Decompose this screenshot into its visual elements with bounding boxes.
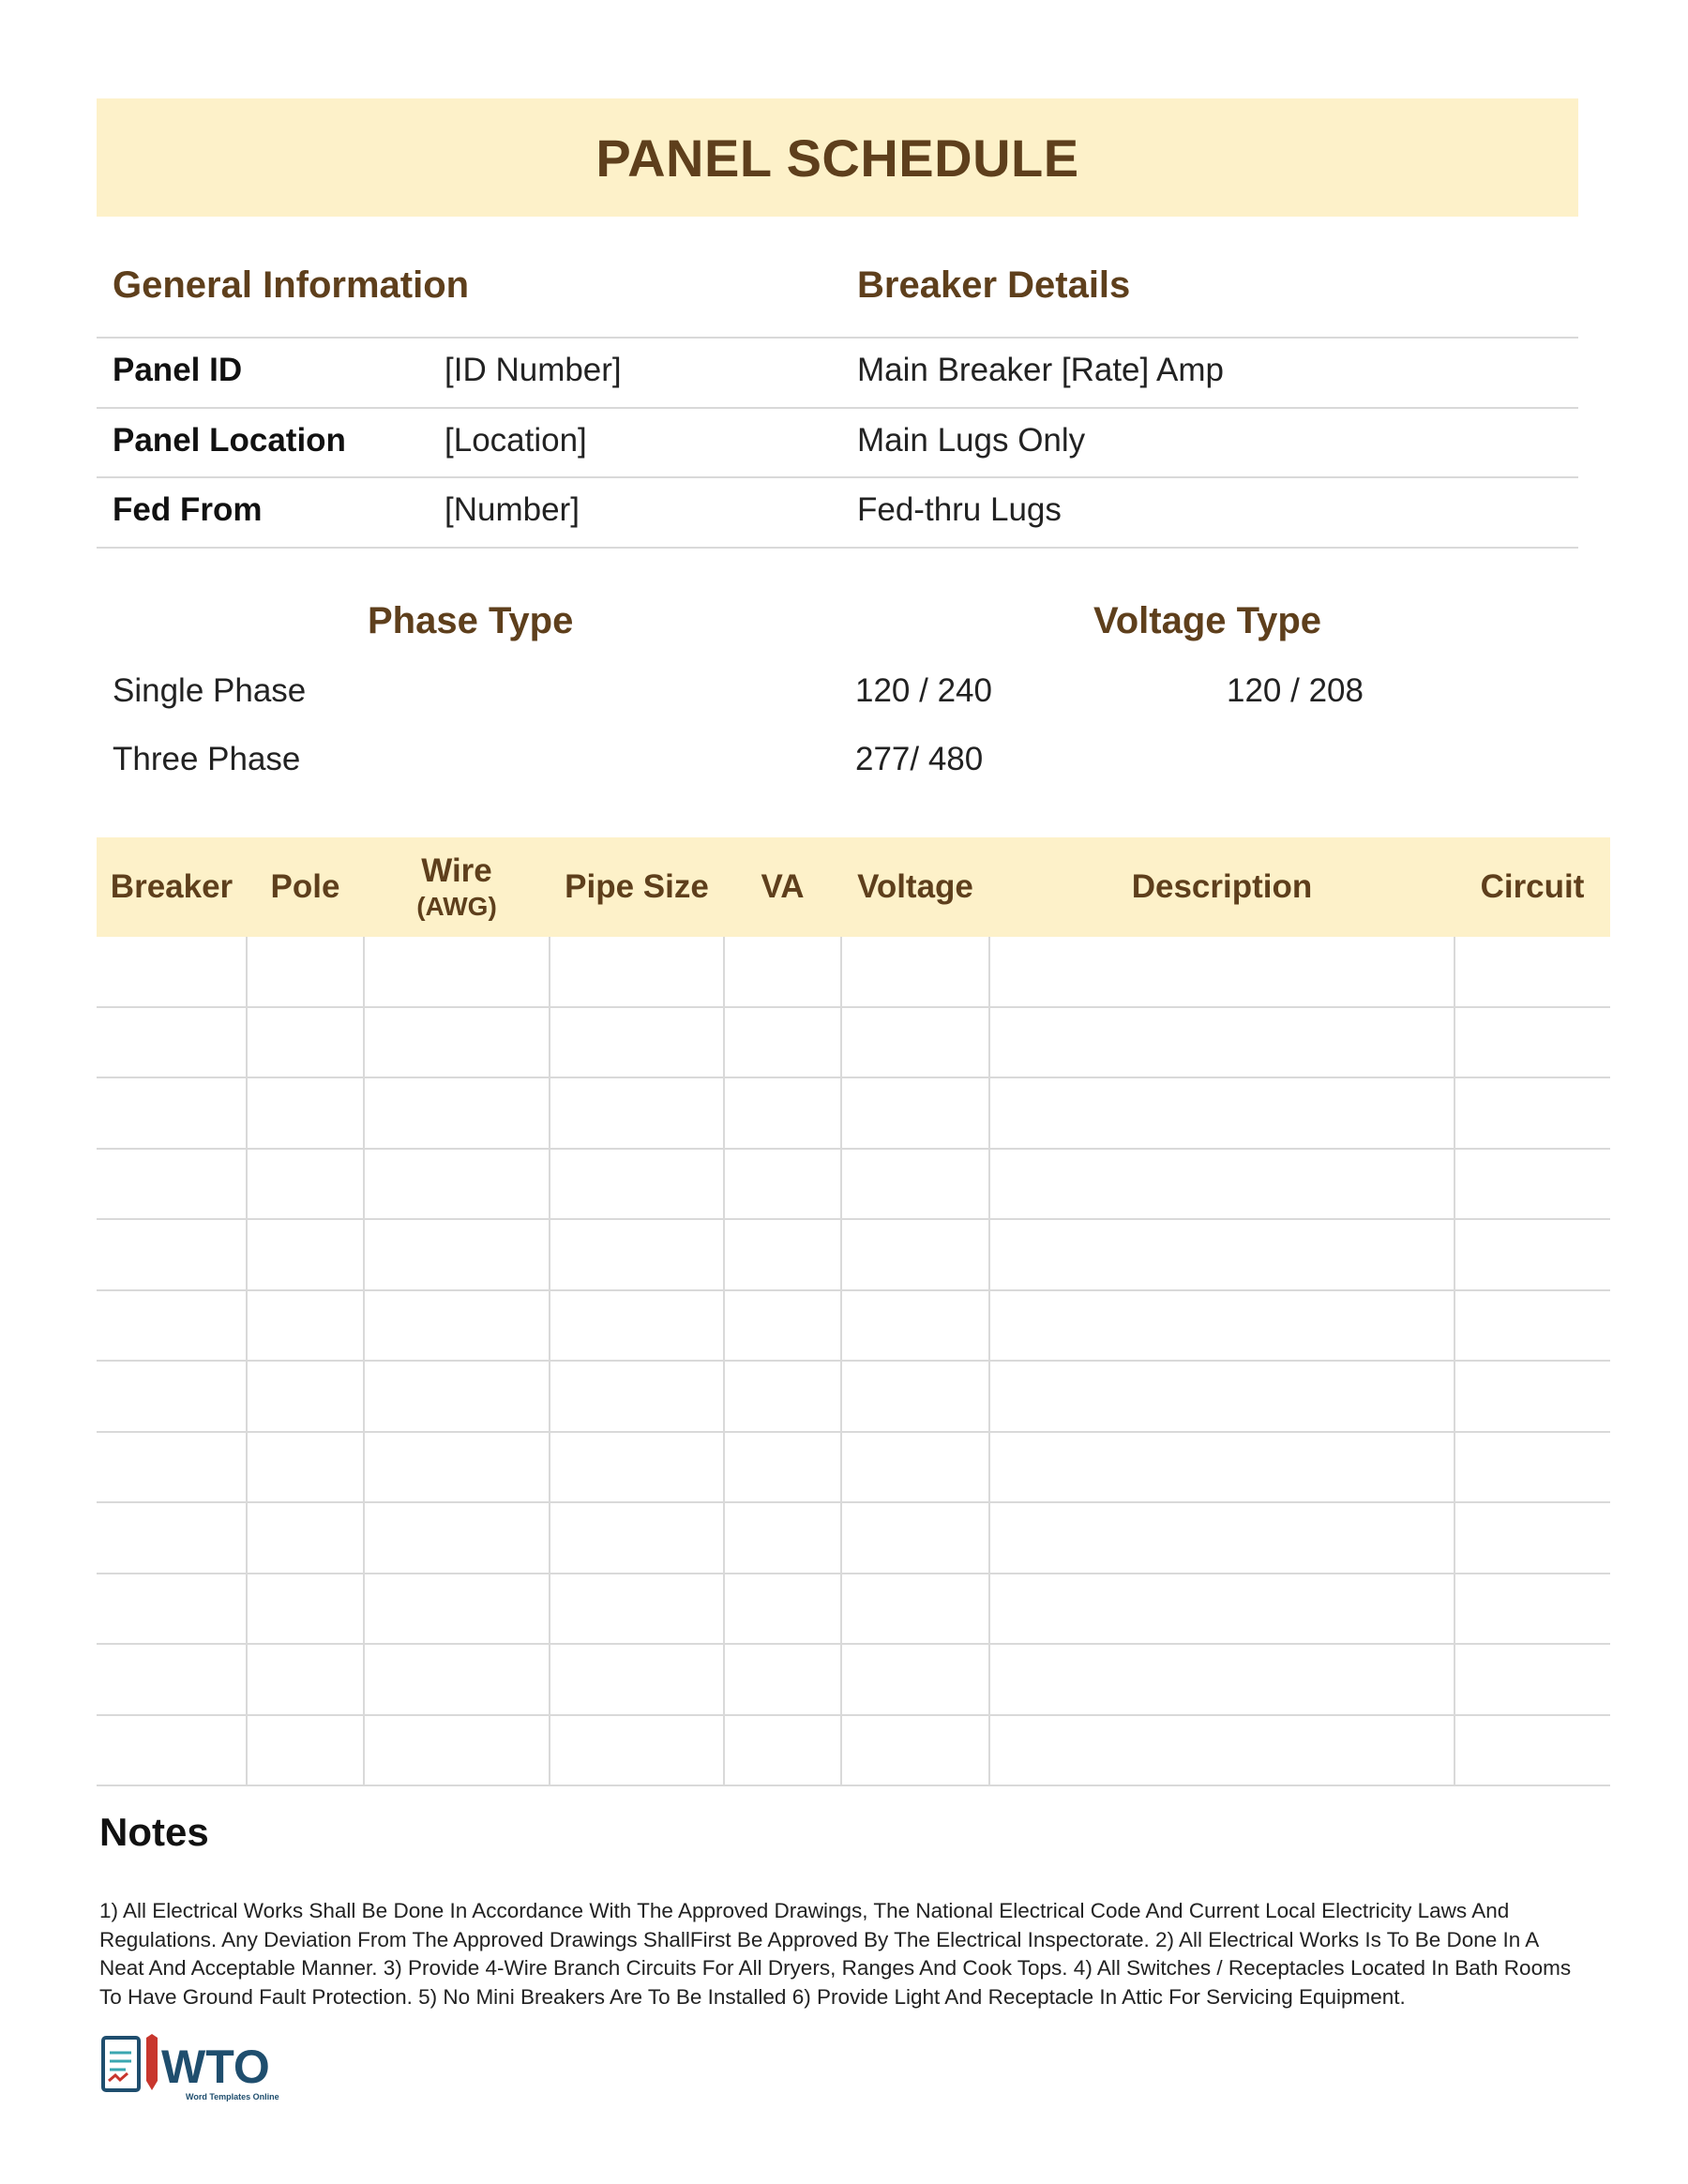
panel-location-label: Panel Location	[113, 422, 346, 459]
fed-thru-lugs-option[interactable]: Fed-thru Lugs	[857, 491, 1062, 528]
table-cell[interactable]	[550, 1715, 724, 1786]
breaker-details-heading: Breaker Details	[857, 264, 1131, 306]
table-row	[97, 1149, 1610, 1220]
table-cell[interactable]	[364, 1007, 550, 1078]
table-cell[interactable]	[841, 937, 989, 1007]
divider	[97, 407, 1578, 409]
single-phase-option[interactable]: Single Phase	[113, 672, 307, 709]
table-cell[interactable]	[1454, 1149, 1610, 1220]
schedule-table	[97, 837, 1610, 1786]
table-cell[interactable]	[97, 1715, 247, 1786]
table-cell[interactable]	[364, 1574, 550, 1645]
table-cell[interactable]	[989, 1574, 1454, 1645]
col-header-breaker: Breaker	[97, 837, 247, 937]
voltage-120-208-option[interactable]: 120 / 208	[1227, 672, 1364, 709]
panel-id-value[interactable]: [ID Number]	[445, 352, 622, 388]
col-header-description: Description	[989, 837, 1454, 937]
table-row	[97, 1432, 1610, 1503]
table-cell[interactable]	[247, 1574, 364, 1645]
table-cell[interactable]	[1454, 1290, 1610, 1362]
table-row	[97, 1574, 1610, 1645]
table-cell[interactable]	[724, 1574, 841, 1645]
table-cell[interactable]	[97, 1502, 247, 1574]
table-cell[interactable]	[550, 1290, 724, 1362]
table-cell[interactable]	[247, 1007, 364, 1078]
notes-heading: Notes	[99, 1810, 209, 1854]
table-cell[interactable]	[724, 937, 841, 1007]
voltage-277-480-option[interactable]: 277/ 480	[855, 741, 984, 777]
table-cell[interactable]	[724, 1219, 841, 1290]
table-cell[interactable]	[724, 1361, 841, 1432]
table-cell[interactable]	[724, 1149, 841, 1220]
table-row	[97, 1219, 1610, 1290]
logo-wordmark: WTO	[161, 2041, 270, 2093]
table-cell[interactable]	[724, 1715, 841, 1786]
table-cell[interactable]	[364, 1644, 550, 1715]
table-cell[interactable]	[247, 1290, 364, 1362]
table-cell[interactable]	[724, 1007, 841, 1078]
table-cell[interactable]	[724, 1290, 841, 1362]
fed-from-label: Fed From	[113, 491, 263, 528]
table-cell[interactable]	[364, 1361, 550, 1432]
table-cell[interactable]	[550, 1077, 724, 1149]
voltage-120-240-option[interactable]: 120 / 240	[855, 672, 992, 709]
table-cell[interactable]	[841, 1574, 989, 1645]
table-cell[interactable]	[989, 1077, 1454, 1149]
wto-logo	[99, 2030, 324, 2105]
schedule-body	[97, 937, 1610, 1785]
table-cell[interactable]	[550, 1219, 724, 1290]
table-cell[interactable]	[989, 1361, 1454, 1432]
divider	[97, 337, 1578, 339]
table-cell[interactable]	[364, 1149, 550, 1220]
panel-id-label: Panel ID	[113, 352, 243, 388]
table-cell[interactable]	[1454, 1077, 1610, 1149]
table-cell[interactable]	[989, 1007, 1454, 1078]
table-cell[interactable]	[97, 1077, 247, 1149]
table-cell[interactable]	[989, 937, 1454, 1007]
document-icon	[103, 2038, 139, 2090]
table-row	[97, 937, 1610, 1007]
table-cell[interactable]	[724, 1432, 841, 1503]
col-header-wire-unit: (AWG)	[416, 892, 497, 922]
table-row	[97, 1502, 1610, 1574]
table-cell[interactable]	[841, 1007, 989, 1078]
table-cell[interactable]	[97, 1149, 247, 1220]
table-cell[interactable]	[97, 1290, 247, 1362]
main-lugs-option[interactable]: Main Lugs Only	[857, 422, 1086, 459]
table-cell[interactable]	[97, 1007, 247, 1078]
table-row	[97, 1007, 1610, 1078]
phase-type-heading: Phase Type	[368, 600, 574, 641]
table-cell[interactable]	[1454, 1007, 1610, 1078]
table-cell[interactable]	[247, 1361, 364, 1432]
table-header-row	[97, 837, 1610, 937]
table-cell[interactable]	[724, 1644, 841, 1715]
table-row	[97, 1290, 1610, 1362]
table-cell[interactable]	[724, 1077, 841, 1149]
table-cell[interactable]	[364, 937, 550, 1007]
fed-from-value[interactable]: [Number]	[445, 491, 580, 528]
pen-icon	[146, 2034, 158, 2090]
table-cell[interactable]	[841, 1077, 989, 1149]
table-cell[interactable]	[989, 1502, 1454, 1574]
table-cell[interactable]	[247, 1432, 364, 1503]
table-cell[interactable]	[989, 1290, 1454, 1362]
logo-tagline: Word Templates Online	[186, 2092, 279, 2101]
table-cell[interactable]	[989, 1715, 1454, 1786]
table-cell[interactable]	[1454, 1644, 1610, 1715]
table-row	[97, 1644, 1610, 1715]
table-cell[interactable]	[550, 1502, 724, 1574]
table-cell[interactable]	[550, 1007, 724, 1078]
table-cell[interactable]	[724, 1502, 841, 1574]
col-header-voltage: Voltage	[841, 837, 989, 937]
col-header-wire	[364, 837, 550, 937]
table-cell[interactable]	[841, 1290, 989, 1362]
table-cell[interactable]	[247, 1715, 364, 1786]
table-cell[interactable]	[364, 1432, 550, 1503]
table-cell[interactable]	[841, 1361, 989, 1432]
table-cell[interactable]	[841, 1644, 989, 1715]
table-cell[interactable]	[364, 1290, 550, 1362]
title-band	[97, 98, 1578, 217]
table-cell[interactable]	[1454, 1219, 1610, 1290]
table-cell[interactable]	[550, 1644, 724, 1715]
divider	[97, 547, 1578, 549]
col-header-va: VA	[724, 837, 841, 937]
table-cell[interactable]	[550, 937, 724, 1007]
table-cell[interactable]	[841, 1149, 989, 1220]
table-cell[interactable]	[364, 1502, 550, 1574]
table-cell[interactable]	[364, 1715, 550, 1786]
table-cell[interactable]	[1454, 1361, 1610, 1432]
general-info-heading: General Information	[113, 264, 470, 306]
table-cell[interactable]	[841, 1715, 989, 1786]
table-cell[interactable]	[1454, 1432, 1610, 1503]
table-cell[interactable]	[550, 1361, 724, 1432]
table-cell[interactable]	[989, 1219, 1454, 1290]
table-cell[interactable]	[989, 1149, 1454, 1220]
voltage-type-heading: Voltage Type	[1093, 600, 1322, 641]
table-row	[97, 1077, 1610, 1149]
table-row	[97, 1715, 1610, 1786]
panel-location-value[interactable]: [Location]	[445, 422, 587, 459]
table-cell[interactable]	[97, 937, 247, 1007]
table-cell[interactable]	[364, 1219, 550, 1290]
table-row	[97, 1361, 1610, 1432]
table-cell[interactable]	[97, 1644, 247, 1715]
page-title: PANEL SCHEDULE	[595, 128, 1079, 188]
table-cell[interactable]	[989, 1644, 1454, 1715]
divider	[97, 476, 1578, 478]
table-cell[interactable]	[247, 1644, 364, 1715]
table-cell[interactable]	[97, 1361, 247, 1432]
table-cell[interactable]	[97, 1219, 247, 1290]
table-cell[interactable]	[1454, 1574, 1610, 1645]
table-cell[interactable]	[841, 1219, 989, 1290]
table-cell[interactable]	[841, 1432, 989, 1503]
notes-text: 1) All Electrical Works Shall Be Done In Accordance With The Approved Drawings, The National Electrical Code And Current Local Electricity Laws And Regulations. Any Deviation From The Approved Drawings ShallFirst Be Approved By The Electrical Inspectorate. 2) All Electrical Works Is To Be Done In A Neat And Acceptable Manner. 3) Provide 4-Wire Branch Circuits For All Dryers, Ranges And Cook Tops. 4) All Switches / Receptacles Located In Bath Rooms To Have Ground Fault Protection. 5) No Mini Breakers Are To Be Installed 6) Provide Light And Receptacle In Attic For Servicing Equipment.	[99, 1899, 1572, 2009]
table-cell[interactable]	[841, 1502, 989, 1574]
table-cell[interactable]	[550, 1574, 724, 1645]
table-cell[interactable]	[550, 1149, 724, 1220]
table-cell[interactable]	[364, 1077, 550, 1149]
table-cell[interactable]	[97, 1574, 247, 1645]
table-cell[interactable]	[1454, 1715, 1610, 1786]
table-cell[interactable]	[247, 1219, 364, 1290]
table-cell[interactable]	[989, 1432, 1454, 1503]
col-header-wire-label: Wire	[421, 852, 492, 890]
col-header-pipe-size: Pipe Size	[550, 837, 724, 937]
three-phase-option[interactable]: Three Phase	[113, 741, 301, 777]
col-header-pole: Pole	[247, 837, 364, 937]
table-cell[interactable]	[97, 1432, 247, 1503]
main-breaker-option[interactable]: Main Breaker [Rate] Amp	[857, 352, 1224, 388]
table-cell[interactable]	[1454, 1502, 1610, 1574]
table-cell[interactable]	[550, 1432, 724, 1503]
col-header-circuit: Circuit	[1454, 837, 1610, 937]
table-cell[interactable]	[247, 1077, 364, 1149]
table-cell[interactable]	[247, 1149, 364, 1220]
table-cell[interactable]	[1454, 937, 1610, 1007]
table-cell[interactable]	[247, 937, 364, 1007]
table-cell[interactable]	[247, 1502, 364, 1574]
